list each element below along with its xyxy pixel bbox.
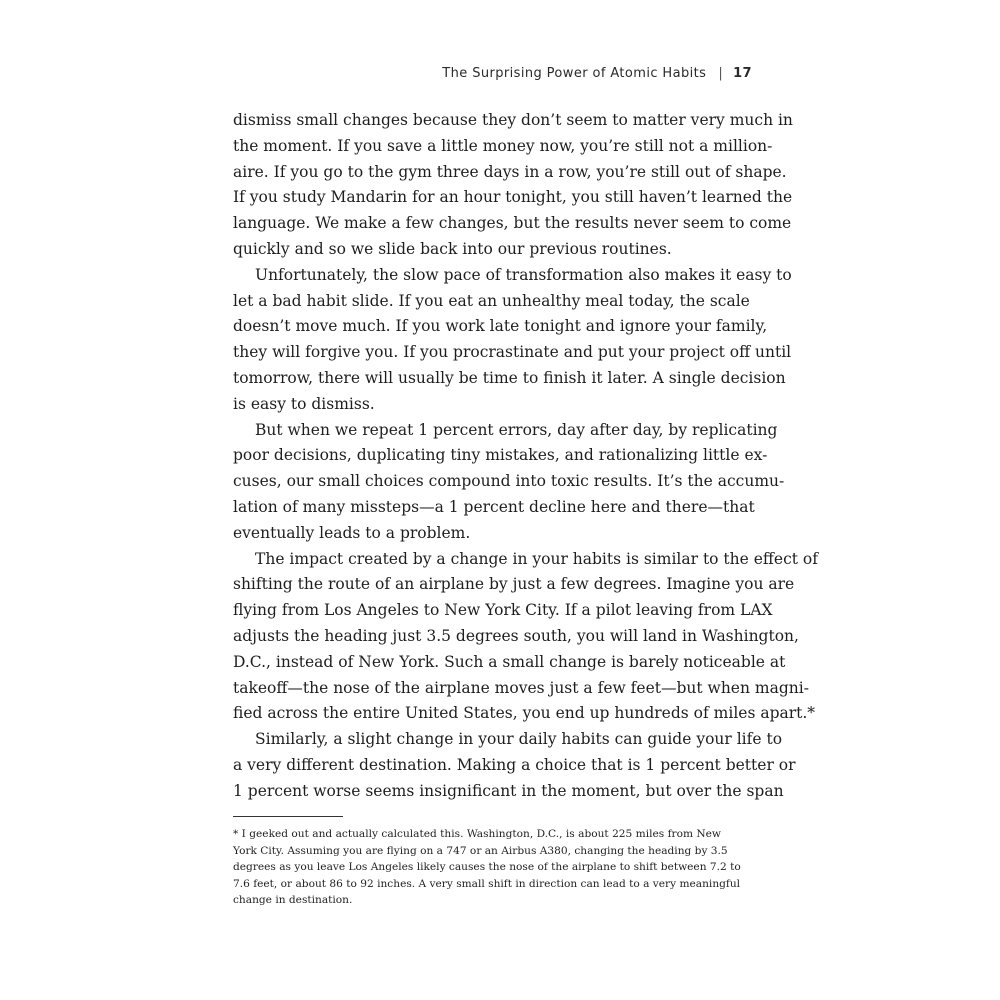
- text-line: adjusts the heading just 3.5 degrees south, you will land in Washington,: [233, 626, 799, 645]
- paragraph: [233, 727, 796, 804]
- paragraph: [233, 263, 792, 418]
- text-line: fied across the entire United States, you end up hundreds of miles apart.*: [233, 704, 816, 723]
- page-number: 17: [733, 66, 752, 81]
- footnote-line: change in destination.: [233, 894, 353, 907]
- text-line: If you study Mandarin for an hour tonight, you still haven’t learned the: [233, 188, 793, 207]
- header-separator: |: [718, 66, 724, 81]
- text-line: aire. If you go to the gym three days in a row, you’re still out of shape.: [233, 162, 787, 181]
- text-line: lation of many missteps—a 1 percent decline here and there—that: [233, 497, 755, 516]
- footnote-line: 7.6 feet, or about 86 to 92 inches. A very small shift in direction can lead to a very meaningful: [233, 877, 741, 890]
- text-line: the moment. If you save a little money now, you’re still not a million-: [233, 136, 773, 155]
- running-title: The Surprising Power of Atomic Habits: [442, 66, 707, 81]
- text-line: let a bad habit slide. If you eat an unhealthy meal today, the scale: [233, 291, 750, 310]
- text-line: eventually leads to a problem.: [233, 523, 471, 542]
- text-line: Similarly, a slight change in your daily habits can guide your life to: [255, 730, 783, 749]
- text-line: flying from Los Angeles to New York City. If a pilot leaving from LAX: [233, 601, 773, 620]
- text-line: language. We make a few changes, but the results never seem to come: [233, 214, 792, 233]
- text-line: D.C., instead of New York. Such a small change is barely noticeable at: [233, 652, 786, 671]
- text-line: they will forgive you. If you procrastinate and put your project off until: [233, 343, 792, 362]
- text-line: is easy to dismiss.: [233, 394, 375, 413]
- text-line: a very different destination. Making a choice that is 1 percent better or: [233, 755, 796, 774]
- text-line: tomorrow, there will usually be time to finish it later. A single decision: [233, 368, 786, 387]
- footnote-line: York City. Assuming you are flying on a 747 or an Airbus A380, changing the heading by 3.5: [233, 844, 728, 857]
- running-head: [442, 64, 752, 84]
- paragraph: [233, 418, 785, 547]
- text-line: shifting the route of an airplane by just a few degrees. Imagine you are: [233, 575, 795, 594]
- footnote: [233, 826, 741, 909]
- text-line: Unfortunately, the slow pace of transformation also makes it easy to: [255, 265, 792, 284]
- text-line: doesn’t move much. If you work late tonight and ignore your family,: [233, 317, 768, 336]
- text-line: poor decisions, duplicating tiny mistakes, and rationalizing little ex-: [233, 446, 768, 465]
- body-text: [233, 108, 819, 805]
- footnote-line: * I geeked out and actually calculated this. Washington, D.C., is about 225 miles from New: [233, 828, 721, 840]
- text-line: cuses, our small choices compound into toxic results. It’s the accumu-: [233, 472, 785, 491]
- text-line: quickly and so we slide back into our previous routines.: [233, 239, 672, 258]
- footnote-divider: [233, 816, 343, 817]
- text-line: 1 percent worse seems insignificant in the moment, but over the span: [233, 781, 784, 800]
- text-line: But when we repeat 1 percent errors, day after day, by replicating: [255, 420, 778, 439]
- paragraph: [233, 547, 819, 728]
- footnote-line: degrees as you leave Los Angeles likely causes the nose of the airplane to shift between 7.2 to: [233, 861, 741, 874]
- text-line: dismiss small changes because they don’t seem to matter very much in: [233, 111, 793, 129]
- text-line: The impact created by a change in your habits is similar to the effect of: [255, 549, 819, 568]
- paragraph: [233, 108, 793, 263]
- text-line: takeoff—the nose of the airplane moves just a few feet—but when magni-: [233, 678, 809, 697]
